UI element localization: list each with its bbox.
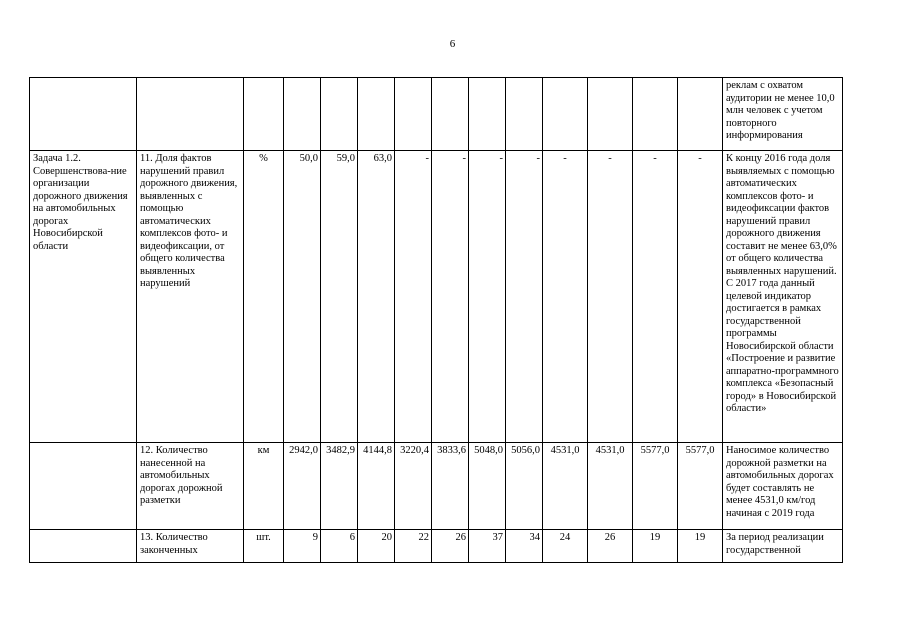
value-cell — [321, 78, 358, 151]
value-cell: 19 — [633, 530, 678, 563]
unit-cell: км — [244, 443, 284, 530]
unit-cell — [244, 78, 284, 151]
indicators-table — [29, 77, 843, 563]
value-cell: 4531,0 — [543, 443, 588, 530]
value-cell: - — [678, 151, 723, 443]
task-cell — [30, 443, 137, 530]
value-cell: 3482,9 — [321, 443, 358, 530]
value-cell: - — [432, 151, 469, 443]
value-cell — [588, 78, 633, 151]
unit-cell: % — [244, 151, 284, 443]
table-row — [30, 530, 843, 563]
value-cell: 19 — [678, 530, 723, 563]
value-cell: - — [543, 151, 588, 443]
task-cell — [30, 530, 137, 563]
value-cell — [284, 78, 321, 151]
value-cell: - — [633, 151, 678, 443]
value-cell: - — [469, 151, 506, 443]
value-cell — [432, 78, 469, 151]
value-cell: 5056,0 — [506, 443, 543, 530]
value-cell: 24 — [543, 530, 588, 563]
value-cell: 63,0 — [358, 151, 395, 443]
value-cell: - — [506, 151, 543, 443]
value-cell: 9 — [284, 530, 321, 563]
indicator-cell: 13. Количество законченных — [137, 530, 244, 563]
value-cell: - — [395, 151, 432, 443]
unit-cell: шт. — [244, 530, 284, 563]
value-cell: - — [588, 151, 633, 443]
task-cell: Задача 1.2. Совершенствова-ние организации дорожного движения на автомобильных дорогах Новосибирской области — [30, 151, 137, 443]
value-cell: 4144,8 — [358, 443, 395, 530]
value-cell: 3833,6 — [432, 443, 469, 530]
value-cell: 50,0 — [284, 151, 321, 443]
table-row — [30, 151, 843, 443]
value-cell: 2942,0 — [284, 443, 321, 530]
value-cell — [358, 78, 395, 151]
value-cell: 26 — [432, 530, 469, 563]
value-cell: 4531,0 — [588, 443, 633, 530]
value-cell: 59,0 — [321, 151, 358, 443]
value-cell: 5577,0 — [633, 443, 678, 530]
value-cell: 6 — [321, 530, 358, 563]
page-number: 6 — [449, 38, 456, 50]
value-cell: 20 — [358, 530, 395, 563]
value-cell: 34 — [506, 530, 543, 563]
value-cell — [633, 78, 678, 151]
note-cell: Наносимое количество дорожной разметки на автомобильных дорогах будет составлять не менее 4531,0 км/год начиная с 2019 года — [723, 443, 843, 530]
value-cell: 5048,0 — [469, 443, 506, 530]
value-cell — [506, 78, 543, 151]
note-cell: реклам с охватом аудитории не менее 10,0 млн человек с учетом повторного информирования — [723, 78, 843, 151]
value-cell: 22 — [395, 530, 432, 563]
table-row — [30, 443, 843, 530]
value-cell — [395, 78, 432, 151]
note-cell: За период реализации государственной — [723, 530, 843, 563]
value-cell — [469, 78, 506, 151]
indicator-cell — [137, 78, 244, 151]
indicator-cell: 11. Доля фактов нарушений правил дорожного движения, выявленных с помощью автоматических комплексов фото- и видеофиксации, от общего количества выявленных нарушений — [137, 151, 244, 443]
value-cell: 26 — [588, 530, 633, 563]
note-cell: К концу 2016 года доля выявляемых с помощью автоматических комплексов фото- и видеофиксации фактов нарушений правил дорожного движения составит не менее 63,0% от общего количества выявленных нарушений. С 2017 года данный целевой индикатор достигается в рамках государственной программы Новосибирской области «Построение и развитие аппаратно-программного комплекса «Безопасный город» в Новосибирской области» — [723, 151, 843, 443]
task-cell — [30, 78, 137, 151]
indicator-cell: 12. Количество нанесенной на автомобильных дорогах дорожной разметки — [137, 443, 244, 530]
value-cell: 37 — [469, 530, 506, 563]
value-cell — [678, 78, 723, 151]
value-cell — [543, 78, 588, 151]
value-cell: 5577,0 — [678, 443, 723, 530]
table-row — [30, 78, 843, 151]
value-cell: 3220,4 — [395, 443, 432, 530]
